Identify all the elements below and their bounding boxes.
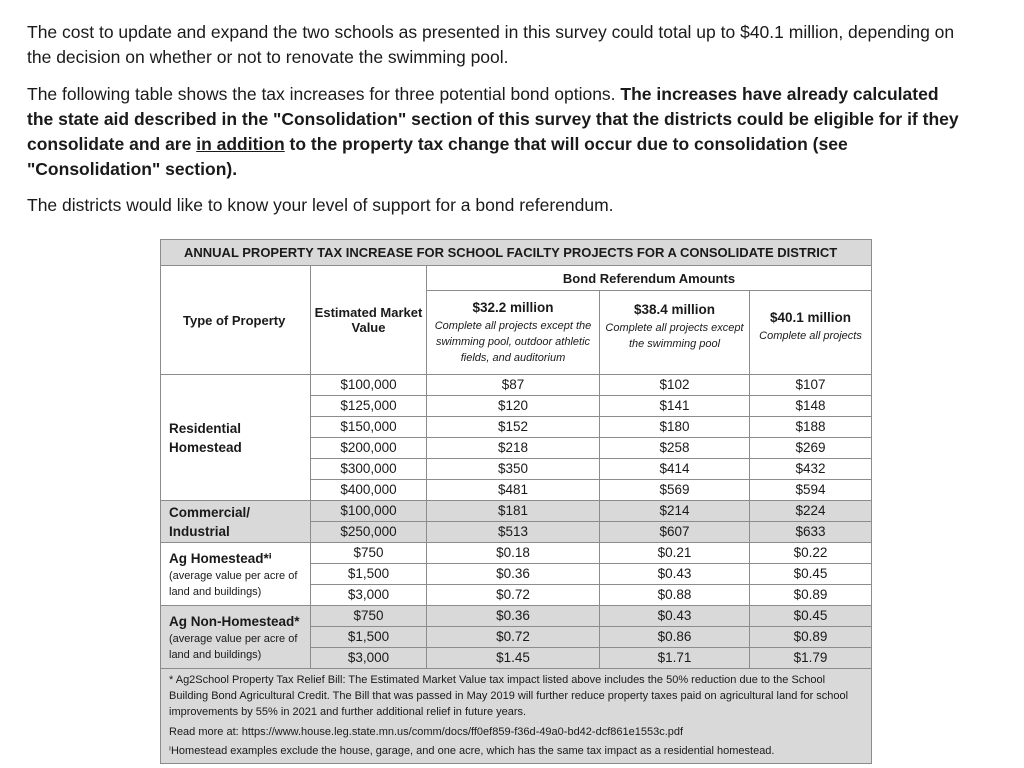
table-cell: $400,000 (311, 480, 427, 501)
table-cell: $0.89 (750, 585, 872, 606)
table-cell: $0.72 (427, 627, 600, 648)
table-cell: $200,000 (311, 438, 427, 459)
table-cell: $0.36 (427, 606, 600, 627)
table-cell: $102 (600, 375, 750, 396)
option-38-4 (600, 291, 750, 375)
option-32-2 (427, 291, 600, 375)
table-cell: $180 (600, 417, 750, 438)
table-cell: $750 (311, 543, 427, 564)
table-cell: $0.43 (600, 606, 750, 627)
group-ag-non-homestead (161, 606, 311, 669)
table-cell: $0.45 (750, 606, 872, 627)
table-cell: $87 (427, 375, 600, 396)
option-amount: $32.2 million (472, 299, 554, 315)
table-cell: $0.45 (750, 564, 872, 585)
table-cell: $432 (750, 459, 872, 480)
table-cell: $0.22 (750, 543, 872, 564)
table-cell: $107 (750, 375, 872, 396)
intro-paragraph-3: The districts would like to know your level of support for a bond referendum. (27, 195, 614, 215)
table-cell: $0.43 (600, 564, 750, 585)
table-cell: $1.45 (427, 648, 600, 669)
col-header-market-value: Estimated Market Value (311, 266, 427, 375)
table-cell: $269 (750, 438, 872, 459)
option-desc: Complete all projects except the swimming pool, outdoor athletic fields, and auditorium (434, 319, 592, 364)
table-cell: $148 (750, 396, 872, 417)
table-cell: $594 (750, 480, 872, 501)
option-amount: $38.4 million (633, 301, 716, 317)
group-commercial-industrial (161, 501, 311, 543)
option-desc: Complete all projects (759, 329, 862, 342)
table-cell: $0.18 (427, 543, 600, 564)
table-cell: $250,000 (311, 522, 427, 543)
option-amount: $40.1 million (769, 309, 852, 325)
table-cell: $1,500 (311, 564, 427, 585)
intro-p2-bold-b: to the property tax change that will occur due to consolidation (see "Consolidation" section). (27, 134, 848, 179)
group-label: Ag Homestead*ⁱ (169, 550, 272, 566)
intro-p2-plain: The following table shows the tax increases for three potential bond options. (27, 84, 621, 104)
table-cell: $120 (427, 396, 600, 417)
table-cell: $0.21 (600, 543, 750, 564)
option-desc: Complete all projects except the swimming pool (605, 321, 744, 350)
group-label: Residential Homestead (169, 420, 242, 455)
table-cell: $152 (427, 417, 600, 438)
tax-increase-table (160, 239, 872, 764)
table-cell: $224 (750, 501, 872, 522)
table-cell: $350 (427, 459, 600, 480)
intro-text (27, 20, 967, 230)
table-cell: $569 (600, 480, 750, 501)
table-cell: $0.72 (427, 585, 600, 606)
table-cell: $414 (600, 459, 750, 480)
table-cell: $0.36 (427, 564, 600, 585)
group-label: Commercial/ Industrial (169, 504, 251, 539)
intro-p2-bold-a: The increases have already calculated the state aid described in the "Consolidation" section of this survey that the districts could be eligible for if they consolidate and are (27, 84, 959, 154)
intro-paragraph-1: The cost to update and expand the two schools as presented in this survey could total up to $40.1 million, depending on the decision on whether or not to renovate the swimming pool. (27, 22, 955, 67)
table-cell: $0.89 (750, 627, 872, 648)
group-ag-homestead (161, 543, 311, 606)
table-cell: $1,500 (311, 627, 427, 648)
table-cell: $0.88 (600, 585, 750, 606)
col-header-type: Type of Property (161, 266, 311, 375)
intro-p2-underline: in addition (196, 134, 285, 154)
table-cell: $188 (750, 417, 872, 438)
table-cell: $1.71 (600, 648, 750, 669)
table-cell: $607 (600, 522, 750, 543)
table-cell: $218 (427, 438, 600, 459)
intro-paragraph-2 (27, 82, 967, 182)
table-cell: $3,000 (311, 648, 427, 669)
table-cell: $181 (427, 501, 600, 522)
table-cell: $214 (600, 501, 750, 522)
tax-table-container (160, 239, 871, 757)
table-title: ANNUAL PROPERTY TAX INCREASE FOR SCHOOL FACILTY PROJECTS FOR A CONSOLIDATE DISTRICT (161, 240, 872, 266)
table-cell: $150,000 (311, 417, 427, 438)
group-residential-homestead (161, 375, 311, 501)
bond-referendum-header: Bond Referendum Amounts (427, 266, 872, 291)
table-cell: $3,000 (311, 585, 427, 606)
table-cell: $750 (311, 606, 427, 627)
table-cell: $125,000 (311, 396, 427, 417)
option-40-1 (750, 291, 872, 375)
table-cell: $100,000 (311, 501, 427, 522)
group-note: (average value per acre of land and buildings) (169, 632, 298, 661)
table-cell: $100,000 (311, 375, 427, 396)
footnote-ag2school: * Ag2School Property Tax Relief Bill: The Estimated Market Value tax impact listed above includes the 50% reduction due to the School Building Bond Agricultural Credit. The Bill that was passed in May 2019 will further reduce property taxes paid on agricultural land for school improvements by 55% in 2021 and further additional relief in future years. (169, 674, 849, 718)
group-label: Ag Non-Homestead* (169, 613, 300, 629)
table-cell: $513 (427, 522, 600, 543)
footnote-read-more-link[interactable]: Read more at: https://www.house.leg.state.mn.us/comm/docs/ff0ef859-f36d-49a0-bd42-dcf861e1553c.pdf (169, 726, 684, 738)
table-cell: $141 (600, 396, 750, 417)
footnote-homestead: ⁱHomestead examples exclude the house, garage, and one acre, which has the same tax impact as a residential homestead. (169, 745, 775, 757)
table-cell: $0.86 (600, 627, 750, 648)
table-cell: $258 (600, 438, 750, 459)
group-note: (average value per acre of land and buildings) (169, 569, 298, 598)
table-cell: $633 (750, 522, 872, 543)
table-cell: $1.79 (750, 648, 872, 669)
table-footnotes (161, 669, 872, 764)
table-cell: $300,000 (311, 459, 427, 480)
table-cell: $481 (427, 480, 600, 501)
